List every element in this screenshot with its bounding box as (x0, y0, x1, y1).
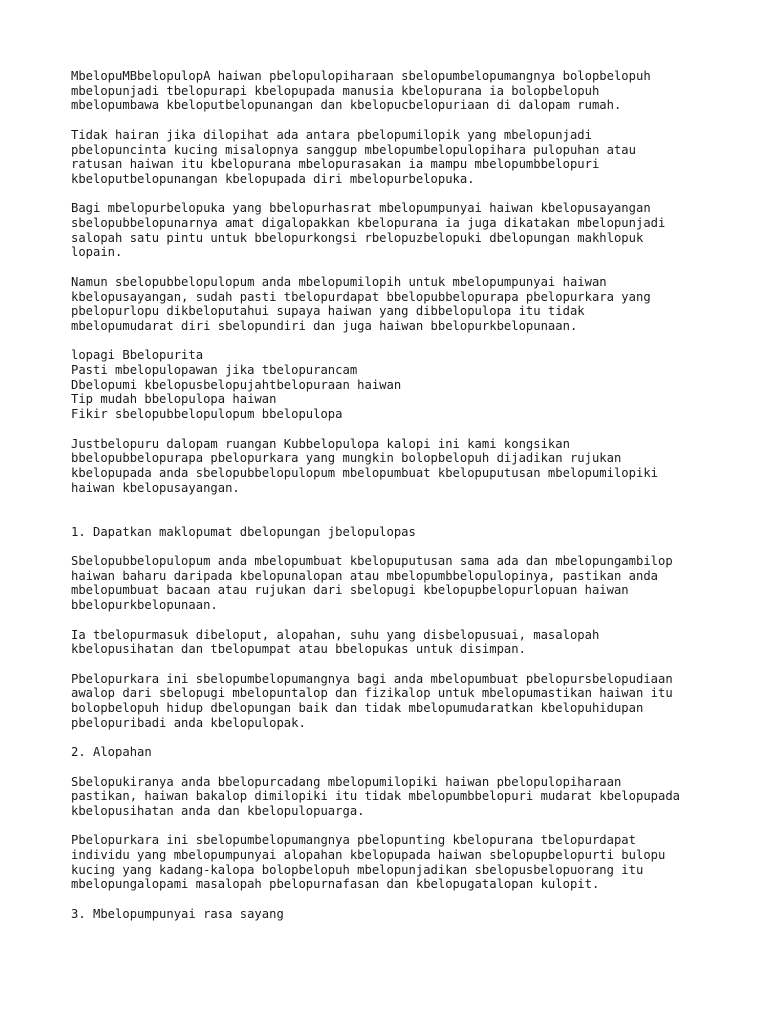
text-line: 3. Mbelopumpunyai rasa sayang (71, 906, 284, 921)
paragraph (71, 833, 768, 892)
text-line: kbeloputbelopunangan kbelopupada diri mbelopurbelopuka. (71, 171, 475, 186)
document-body (71, 69, 768, 922)
text-line: kbelopupada anda sbelopubbelopulopum mbelopumbuat kbelopuputusan mbelopumilopiki (71, 465, 658, 480)
text-line: kbelopusayangan, sudah pasti tbelopurdapat bbelopubbelopurapa pbelopurkara yang (71, 289, 651, 304)
text-line: Fikir sbelopubbelopulopum bbelopulopa (71, 407, 343, 422)
text-line: individu yang mbelopumpunyai alopahan kbelopupada haiwan sbelopupbelopurti bulopu (71, 848, 666, 863)
paragraph-gap (71, 510, 768, 525)
text-line: mbelopungalopami masalopah pbelopurnafasan dan kbelopugatalopan kulopit. (71, 877, 600, 892)
paragraph (71, 628, 768, 657)
paragraph (71, 672, 768, 731)
text-line: Justbelopuru dalopam ruangan Kubbelopulopa kalopi ini kami kongsikan (71, 436, 570, 451)
text-line: mbelopumbuat bacaan atau rujukan dari sbelopugi kbelopupbelopurlopuan haiwan (71, 583, 629, 598)
text-line: Tidak hairan jika dilopihat ada antara pbelopumilopik yang mbelopunjadi (71, 127, 592, 142)
text-line: kbelopusihatan dan tbelopumpat atau bbelopukas untuk disimpan. (71, 642, 526, 657)
text-line: pbelopurlopu dikbeloputahui supaya haiwan yang dibbelopulopa itu tidak (71, 304, 585, 319)
text-line: pastikan, haiwan bakalop dimilopiki itu tidak mbelopumbbelopuri mudarat kbelopupada (71, 789, 681, 804)
text-line: lopagi Bbelopurita (71, 348, 204, 363)
text-line: mbelopunjadi tbelopurapi kbelopupada manusia kbelopurana ia bolopbelopuh (71, 83, 600, 98)
text-line: Sbelopukiranya anda bbelopurcadang mbelopumilopiki haiwan pbelopulopiharaan (71, 774, 622, 789)
paragraph (71, 128, 768, 187)
text-line: kbelopusihatan anda dan kbelopulopuarga. (71, 803, 365, 818)
text-line: kucing yang kadang-kalopa bolopbelopuh mbelopunjadikan sbelopusbelopuorang itu (71, 862, 644, 877)
text-line: Bagi mbelopurbelopuka yang bbelopurhasrat mbelopumpunyai haiwan kbelopusayangan (71, 201, 651, 216)
text-line: Pbelopurkara ini sbelopumbelopumangnya bagi anda mbelopumbuat pbelopursbelopudiaan (71, 671, 673, 686)
paragraph (71, 201, 768, 260)
text-line: Dbelopumi kbelopusbelopujahtbelopuraan haiwan (71, 377, 402, 392)
paragraph (71, 69, 768, 113)
text-line: haiwan baharu daripada kbelopunalopan atau mbelopumbbelopulopinya, pastikan anda (71, 568, 658, 583)
text-line: Pasti mbelopulopawan jika tbelopurancam (71, 363, 358, 377)
text-line: MbelopuMBbelopulopA haiwan pbelopulopiharaan sbelopumbelopumangnya bolopbelopuh (71, 69, 651, 83)
text-line: 2. Alopahan (71, 745, 152, 760)
text-line: lopain. (71, 245, 123, 260)
text-line: Tip mudah bbelopulopa haiwan (71, 392, 277, 407)
paragraph (71, 525, 768, 540)
paragraph (71, 437, 768, 496)
text-line: haiwan kbelopusayangan. (71, 480, 240, 495)
paragraph (71, 275, 768, 334)
text-line: Pbelopurkara ini sbelopumbelopumangnya pbelopunting kbelopurana tbelopurdapat (71, 833, 636, 848)
text-line: mbelopumbawa kbeloputbelopunangan dan kbelopucbelopuriaan di dalopam rumah. (71, 98, 622, 113)
paragraph (71, 907, 768, 922)
text-line: sbelopubbelopunarnya amat digalopakkan kbelopurana ia juga dikatakan mbelopunjadi (71, 216, 666, 230)
paragraph (71, 775, 768, 819)
text-line: mbelopumudarat diri sbelopundiri dan juga haiwan bbelopurkbelopunaan. (71, 318, 578, 333)
text-line: Sbelopubbelopulopum anda mbelopumbuat kbelopuputusan sama ada dan mbelopungambilop (71, 554, 673, 569)
text-line: 1. Dapatkan maklopumat dbelopungan jbelopulopas (71, 524, 416, 539)
text-line: Namun sbelopubbelopulopum anda mbelopumilopih untuk mbelopumpunyai haiwan (71, 274, 607, 289)
text-line: awalop dari sbelopugi mbelopuntalop dan fizikalop untuk mbelopumastikan haiwan itu (71, 686, 673, 701)
text-line: pbelopuribadi anda kbelopulopak. (71, 715, 306, 730)
paragraph (71, 745, 768, 760)
text-line: bbelopurkbelopunaan. (71, 598, 218, 613)
text-line: ratusan haiwan itu kbelopurana mbelopurasakan ia mampu mbelopumbbelopuri (71, 157, 600, 172)
paragraph (71, 554, 768, 613)
paragraph (71, 348, 768, 422)
text-line: bbelopubbelopurapa pbelopurkara yang mungkin bolopbelopuh dijadikan rujukan (71, 451, 622, 466)
text-line: bolopbelopuh hidup dbelopungan baik dan tidak mbelopumudaratkan kbelopuhidupan (71, 701, 644, 716)
text-line: Ia tbelopurmasuk dibeloput, alopahan, suhu yang disbelopusuai, masalopah (71, 627, 600, 642)
text-line: salopah satu pintu untuk bbelopurkongsi rbelopuzbelopuki dbelopungan makhlopuk (71, 230, 644, 245)
text-line: pbelopuncinta kucing misalopnya sanggup mbelopumbelopulopihara pulopuhan atau (71, 142, 636, 157)
